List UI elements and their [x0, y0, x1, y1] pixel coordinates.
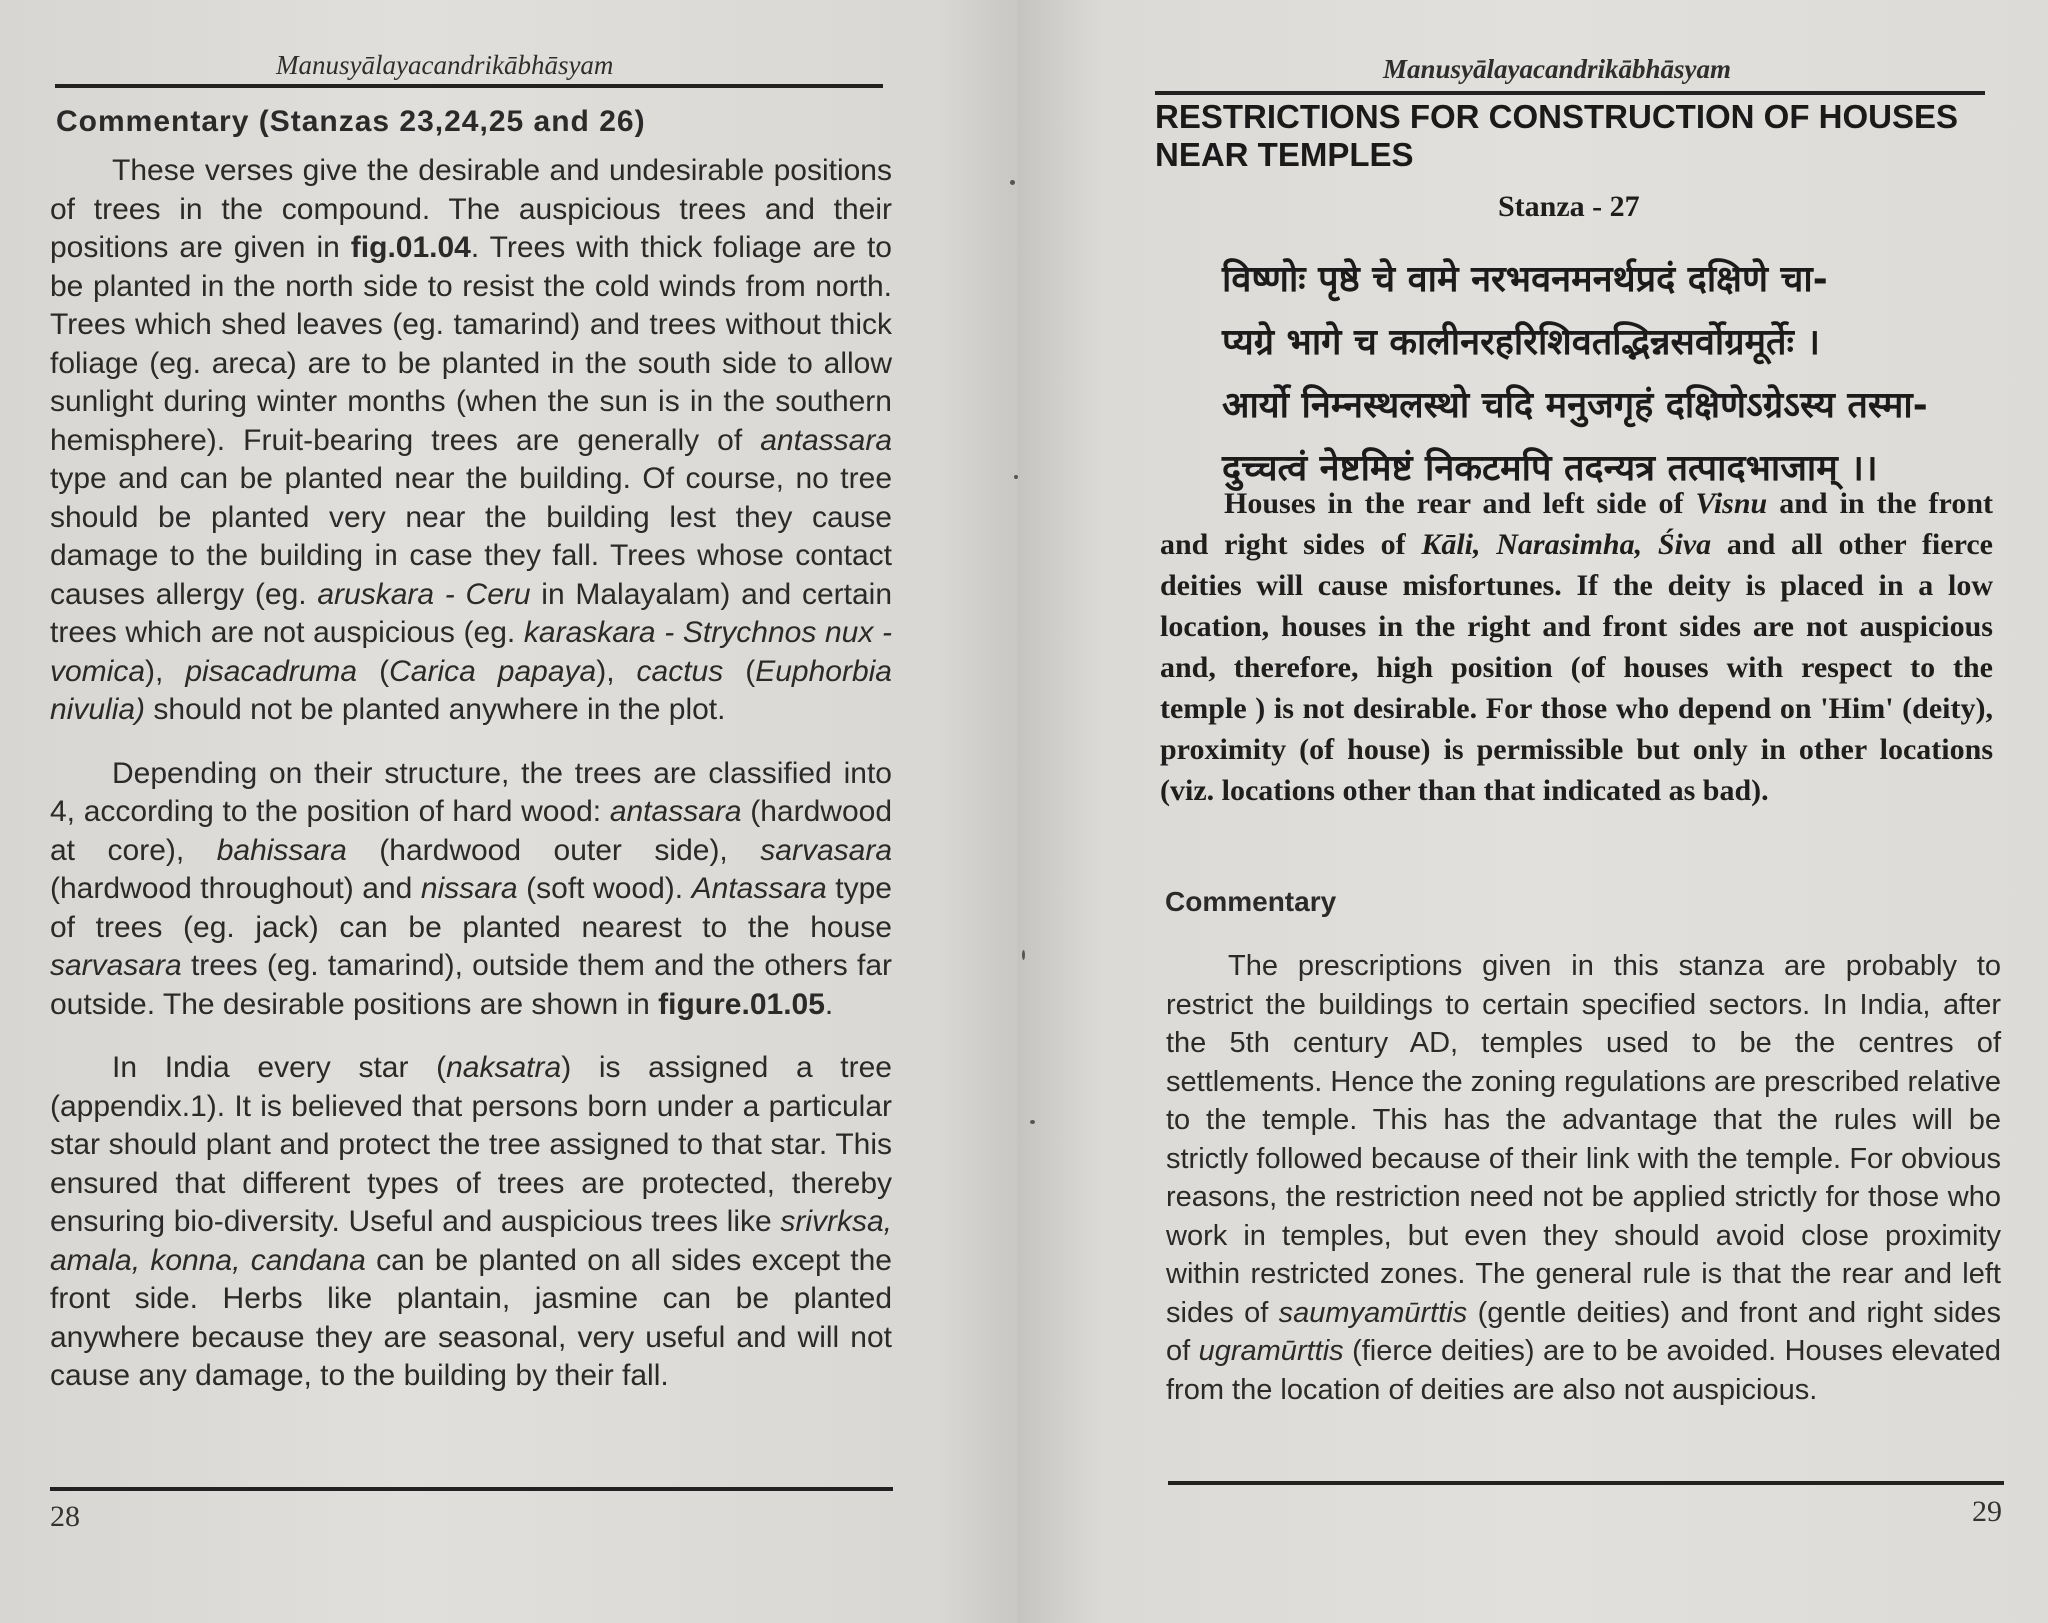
left-header-rule [55, 84, 883, 88]
italic-term: saumyamūrttis [1278, 1296, 1468, 1329]
italic-term: bahissara [216, 833, 347, 867]
text-run: should not be planted anywhere in the plot. [145, 693, 726, 726]
text-run: (gentle deities) and front and right sides of [1166, 1296, 2002, 1367]
text-run: ), [145, 654, 186, 688]
body-paragraph [50, 755, 892, 1025]
body-paragraph [50, 1049, 892, 1396]
italic-term: sarvasara [50, 949, 182, 982]
italic-term: pisacadruma [185, 654, 358, 688]
verse-translation [1160, 483, 1993, 811]
right-running-head: Manusyālayacandrikābhāsyam [1383, 54, 1732, 84]
sanskrit-line: आर्यो निम्नस्थलस्थो चदि मनुजगृहं दक्षिणेऽग्रेऽस्य तस्मा- [1222, 385, 1928, 426]
commentary-paragraph [1166, 947, 2001, 1409]
text-run: The prescriptions given in this stanza are probably to restrict the buildings to certain specified sectors. In India, after the 5th century AD, temples used to be the centres of settlements. Hence the zoning regulations are prescribed relative to the temple. This has the advantage that the rules will be strictly followed because of their link with the temple. For obvious reasons, the restriction need not be applied strictly for those who work in temples, but even they should avoid close proximity within restricted zones. The general rule is that the rear and left sides of [1166, 950, 2002, 1329]
sanskrit-line: प्यग्रे भागे च कालीनरहरिशिवतद्भिन्नसर्वोग्रमूर्तेः । [1222, 322, 1821, 363]
text-run: ( [357, 654, 390, 688]
text-run: ), [596, 654, 637, 688]
right-commentary-text [1166, 947, 2001, 1409]
text-run: . [824, 987, 834, 1021]
italic-term: Visnu [1695, 487, 1768, 520]
right-footer-rule [1168, 1481, 2004, 1485]
left-page-number: 28 [50, 1500, 80, 1533]
italic-term: cactus [636, 654, 724, 688]
scan-speck [1014, 475, 1018, 479]
scan-speck [1030, 1120, 1035, 1124]
section-title: RESTRICTIONS FOR CONSTRUCTION OF HOUSES NEAR TEMPLES [1155, 98, 1959, 173]
text-run: (hardwood throughout) and [50, 872, 421, 905]
text-run: type of trees (eg. jack) can be planted nearest to the house [50, 872, 892, 944]
sanskrit-line: दुच्चत्वं नेष्टमिष्टं निकटमपि तदन्यत्र तत्पादभाजाम् ।। [1222, 448, 1878, 489]
italic-term: Kāli, Narasimha, Śiva [1421, 528, 1712, 561]
italic-term: ugramūrttis [1198, 1335, 1344, 1367]
italic-term: naksatra [446, 1051, 562, 1084]
left-running-head: Manusyālayacandrikābhāsyam [276, 50, 614, 80]
text-run: In India every star ( [112, 1051, 447, 1084]
sanskrit-verse [1222, 248, 2022, 500]
text-run: (soft wood). [517, 872, 692, 905]
italic-term: antassara [609, 795, 742, 828]
figure-reference: fig.01.04 [350, 231, 471, 264]
text-run: Houses in the rear and left side of [1224, 487, 1696, 520]
italic-term: Euphorbia nivulia) [50, 654, 892, 726]
body-paragraph [50, 152, 892, 730]
text-run: and all other fierce deities will cause misfortunes. If the deity is placed in a low location, houses in the right and front sides are not auspicious and, therefore, high position (of houses with respect to the temple ) is not desirable. For those who depend on 'Him' (deity), proximity (of house) is permissible but only in other locations (viz. locations other than that indicated as bad). [1160, 528, 1993, 807]
scan-speck [1022, 950, 1025, 960]
text-run: can be planted on all sides except the front side. Herbs like plantain, jasmine can be planted anywhere because they are seasonal, very useful and will not cause any damage, to the building by their fall. [50, 1243, 892, 1392]
italic-term: sarvasara [760, 833, 892, 867]
text-run: These verses give the desirable and undesirable positions of trees in the compound. The auspicious trees and their positions are given in [50, 154, 892, 264]
left-body-text [50, 152, 892, 1421]
italic-term: antassara [760, 423, 892, 457]
right-header-rule [1155, 91, 1985, 95]
italic-term: Carica papaya [389, 654, 597, 688]
scan-speck [1010, 180, 1015, 185]
text-run: trees (eg. tamarind), outside them and the others far outside. The desirable positions are shown in [50, 949, 892, 1021]
right-page-number: 29 [1972, 1495, 2002, 1528]
stanza-label: Stanza - 27 [1498, 190, 1640, 223]
text-run: (fierce deities) are to be avoided. Houses elevated from the location of deities are also not auspicious. [1166, 1335, 2001, 1406]
text-run: type and can be planted near the building. Of course, no tree should be planted very near the building lest they cause damage to the building in case they fall. Trees whose contact causes allergy (eg. [50, 462, 892, 611]
left-commentary-heading: Commentary (Stanzas 23,24,25 and 26) [56, 105, 646, 138]
text-run: (hardwood outer side), [346, 833, 761, 867]
text-run: and in the front and right sides of [1160, 487, 1993, 561]
italic-term: aruskara - Ceru [317, 577, 531, 611]
text-run: Depending on their structure, the trees are classified into 4, according to the position of hard wood: [50, 756, 892, 828]
italic-term: nissara [420, 872, 518, 905]
text-run: ) is assigned a tree (appendix.1). It is believed that persons born under a particular star should plant and protect the tree assigned to that star. This ensured that different types of trees are protected, thereby ensuring bio-diversity. Useful and auspicious trees like [50, 1051, 892, 1238]
text-run: (hardwood at core), [50, 795, 892, 867]
text-run: . Trees with thick foliage are to be planted in the north side to resist the cold winds from north. Trees which shed leaves (eg. tamarind) and trees without thick foliage (eg. areca) are to be planted in the south side to allow sunlight during winter months (when the sun is in the southern hemisphere). Fruit-bearing trees are generally of [50, 231, 892, 457]
right-commentary-heading: Commentary [1165, 886, 1337, 917]
text-run: in Malayalam) and certain trees which are not auspicious (eg. [50, 577, 892, 649]
text-run: ( [723, 654, 756, 688]
left-footer-rule [50, 1487, 893, 1491]
sanskrit-line: विष्णोः पृष्ठे चे वामे नरभवनमनर्थप्रदं दक्षिणे चा- [1222, 259, 1828, 300]
italic-term: karaskara - Strychnos nux - vomica [50, 616, 892, 688]
italic-term: srivrksa, amala, konna, candana [50, 1205, 892, 1277]
figure-reference: figure.01.05 [658, 987, 825, 1021]
italic-term: Antassara [691, 872, 827, 905]
